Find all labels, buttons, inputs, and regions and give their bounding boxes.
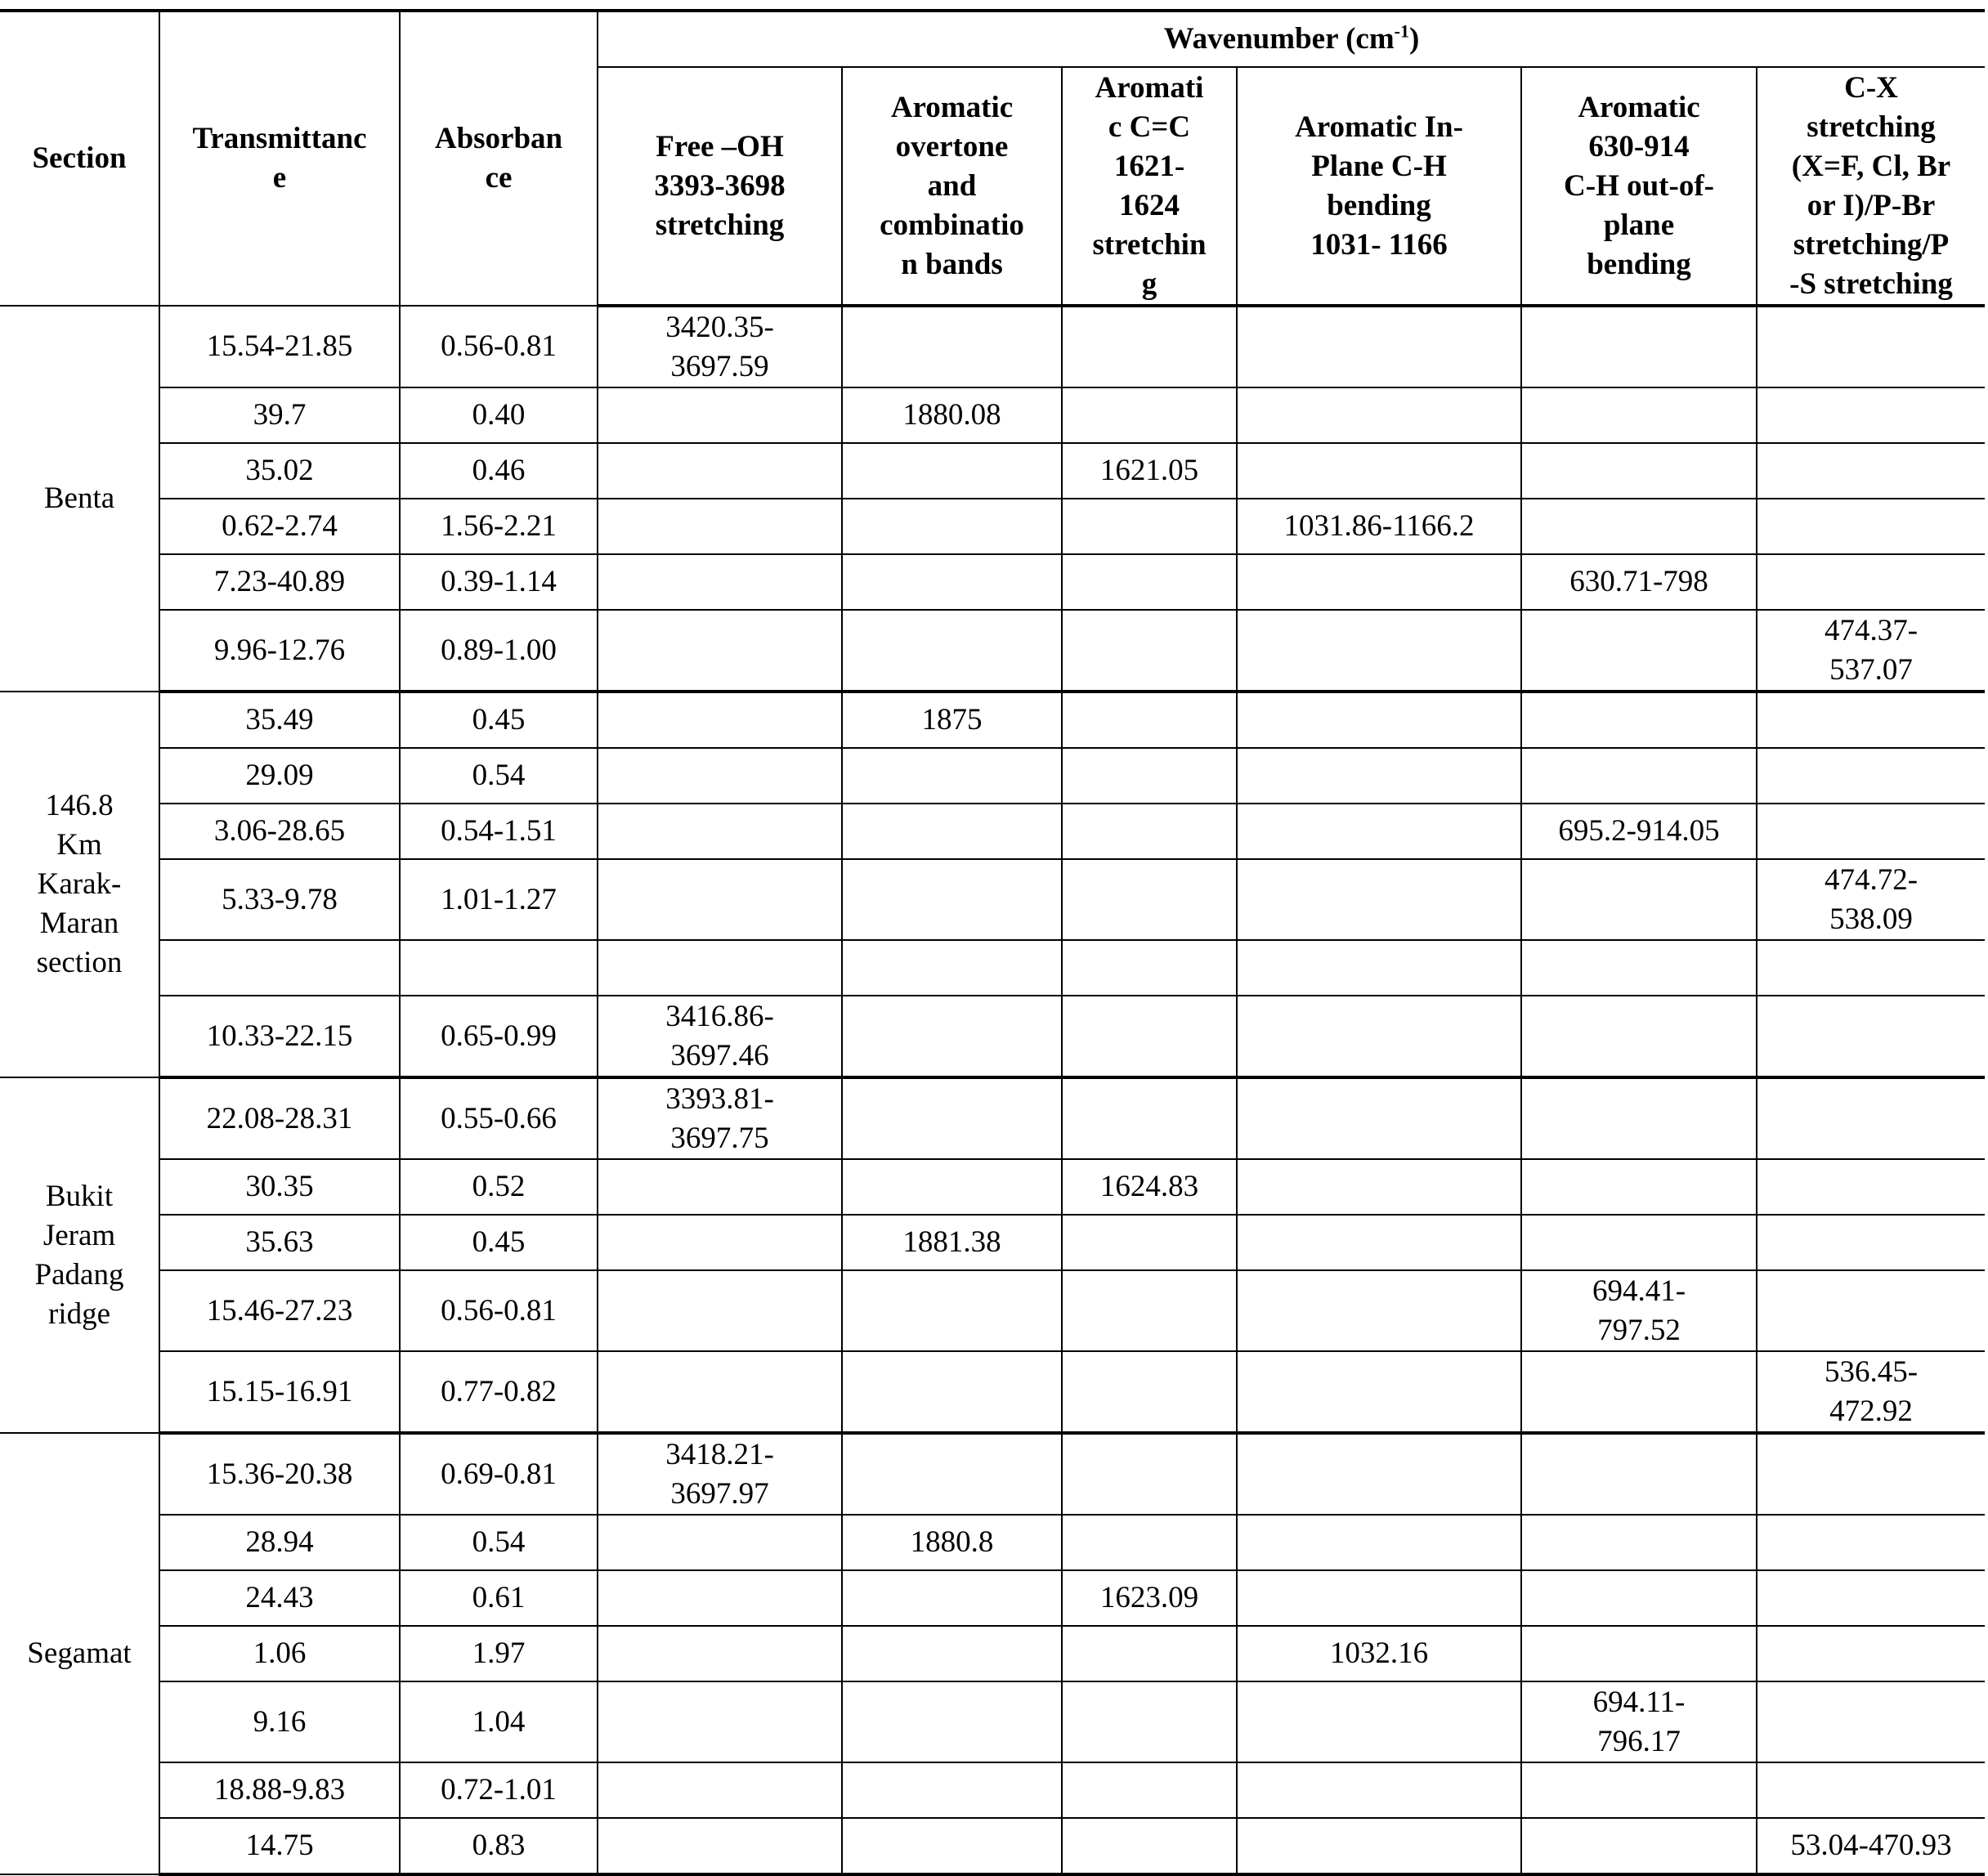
wavenumber-cell-band-0 [598,499,842,554]
wavenumber-cell-band-2: 1621.05 [1062,443,1237,499]
wavenumber-cell-band-5 [1757,1077,1985,1159]
absorbance-cell: 1.04 [400,1681,598,1762]
header-section: Section [0,11,159,306]
wavenumber-cell-band-3: 1032.16 [1237,1626,1521,1681]
wavenumber-cell-band-1 [842,1626,1062,1681]
absorbance-cell: 0.54-1.51 [400,804,598,859]
wavenumber-cell-band-4 [1521,859,1757,940]
table-row [0,1351,1985,1433]
wavenumber-cell-band-0 [598,1626,842,1681]
wavenumber-cell-band-3: 1031.86-1166.2 [1237,499,1521,554]
wavenumber-cell-band-3 [1237,996,1521,1077]
wavenumber-cell-band-3 [1237,859,1521,940]
header-band-5: C-X stretching (X=F, Cl, Br or I)/P-Br stretching/P -S stretching [1757,67,1985,306]
wavenumber-cell-band-0 [598,804,842,859]
table-row [0,692,1985,748]
wavenumber-cell-band-5 [1757,1270,1985,1351]
wavenumber-cell-band-0 [598,692,842,748]
transmittance-cell: 29.09 [159,748,400,804]
absorbance-cell: 0.65-0.99 [400,996,598,1077]
wavenumber-cell-band-5 [1757,1626,1985,1681]
wavenumber-cell-band-3 [1237,1433,1521,1515]
wavenumber-cell-band-2: 1623.09 [1062,1570,1237,1626]
absorbance-cell: 1.56-2.21 [400,499,598,554]
wavenumber-cell-band-1 [842,1818,1062,1874]
wavenumber-cell-band-3 [1237,1351,1521,1433]
transmittance-cell: 18.88-9.83 [159,1762,400,1818]
absorbance-cell: 0.40 [400,387,598,443]
absorbance-cell: 0.55-0.66 [400,1077,598,1159]
wavenumber-cell-band-2 [1062,804,1237,859]
transmittance-cell: 7.23-40.89 [159,554,400,610]
wavenumber-cell-band-1 [842,1570,1062,1626]
wavenumber-cell-band-5 [1757,387,1985,443]
wavenumber-label-end: ) [1408,22,1420,56]
wavenumber-cell-band-3 [1237,804,1521,859]
wavenumber-cell-band-2 [1062,1818,1237,1874]
absorbance-cell: 0.56-0.81 [400,1270,598,1351]
wavenumber-cell-band-0 [598,1681,842,1762]
transmittance-cell: 24.43 [159,1570,400,1626]
wavenumber-cell-band-3 [1237,554,1521,610]
wavenumber-cell-band-5 [1757,1433,1985,1515]
section-name: 146.8 Km Karak- Maran section [0,692,159,1077]
table-row [0,1077,1985,1159]
transmittance-cell: 35.02 [159,443,400,499]
header-absorbance: Absorban ce [400,11,598,306]
transmittance-cell: 35.49 [159,692,400,748]
table-row [0,1818,1985,1874]
transmittance-cell [159,940,400,996]
wavenumber-cell-band-2 [1062,940,1237,996]
wavenumber-cell-band-1 [842,306,1062,387]
absorbance-cell: 0.54 [400,1515,598,1570]
wavenumber-cell-band-1 [842,443,1062,499]
wavenumber-cell-band-4 [1521,610,1757,692]
absorbance-cell: 1.97 [400,1626,598,1681]
wavenumber-cell-band-5 [1757,1159,1985,1215]
wavenumber-cell-band-1: 1880.8 [842,1515,1062,1570]
wavenumber-cell-band-5 [1757,1570,1985,1626]
wavenumber-cell-band-3 [1237,940,1521,996]
transmittance-cell: 28.94 [159,1515,400,1570]
transmittance-cell: 0.62-2.74 [159,499,400,554]
header-band-3: Aromatic In- Plane C-H bending 1031- 1166 [1237,67,1521,306]
wavenumber-cell-band-4 [1521,499,1757,554]
wavenumber-cell-band-4 [1521,1159,1757,1215]
wavenumber-cell-band-4 [1521,1515,1757,1570]
absorbance-cell: 0.61 [400,1570,598,1626]
table-row [0,1159,1985,1215]
absorbance-cell: 0.46 [400,443,598,499]
table-row [0,1762,1985,1818]
wavenumber-cell-band-3 [1237,1215,1521,1270]
table-row [0,1681,1985,1762]
wavenumber-cell-band-5 [1757,1762,1985,1818]
wavenumber-cell-band-3 [1237,387,1521,443]
wavenumber-cell-band-1 [842,940,1062,996]
absorbance-cell: 0.39-1.14 [400,554,598,610]
wavenumber-cell-band-0 [598,387,842,443]
wavenumber-cell-band-2 [1062,610,1237,692]
table-row [0,554,1985,610]
wavenumber-cell-band-2: 1624.83 [1062,1159,1237,1215]
wavenumber-cell-band-4 [1521,387,1757,443]
table-row [0,1626,1985,1681]
wavenumber-cell-band-0 [598,1818,842,1874]
wavenumber-cell-band-4 [1521,1626,1757,1681]
wavenumber-cell-band-2 [1062,692,1237,748]
table-row [0,804,1985,859]
transmittance-cell: 15.15-16.91 [159,1351,400,1433]
wavenumber-cell-band-0 [598,1570,842,1626]
absorbance-cell [400,940,598,996]
absorbance-cell: 0.83 [400,1818,598,1874]
wavenumber-cell-band-2 [1062,996,1237,1077]
section-name: Benta [0,306,159,692]
wavenumber-cell-band-4: 694.41- 797.52 [1521,1270,1757,1351]
wavenumber-cell-band-3 [1237,610,1521,692]
wavenumber-cell-band-1 [842,1433,1062,1515]
table-row [0,1515,1985,1570]
wavenumber-cell-band-2 [1062,1515,1237,1570]
wavenumber-cell-band-1 [842,1270,1062,1351]
wavenumber-cell-band-0 [598,1515,842,1570]
wavenumber-cell-band-4 [1521,1762,1757,1818]
transmittance-cell: 30.35 [159,1159,400,1215]
transmittance-cell: 5.33-9.78 [159,859,400,940]
wavenumber-cell-band-5 [1757,554,1985,610]
wavenumber-cell-band-5 [1757,804,1985,859]
wavenumber-cell-band-3 [1237,443,1521,499]
wavenumber-cell-band-5 [1757,306,1985,387]
wavenumber-cell-band-5 [1757,940,1985,996]
wavenumber-cell-band-4 [1521,1351,1757,1433]
transmittance-cell: 15.46-27.23 [159,1270,400,1351]
wavenumber-cell-band-4 [1521,1433,1757,1515]
absorbance-cell: 0.77-0.82 [400,1351,598,1433]
table-row [0,610,1985,692]
wavenumber-cell-band-5 [1757,748,1985,804]
wavenumber-cell-band-1 [842,554,1062,610]
table-row [0,996,1985,1077]
wavenumber-cell-band-2 [1062,499,1237,554]
wavenumber-cell-band-4: 695.2-914.05 [1521,804,1757,859]
absorbance-cell: 1.01-1.27 [400,859,598,940]
transmittance-cell: 3.06-28.65 [159,804,400,859]
wavenumber-cell-band-0 [598,940,842,996]
wavenumber-cell-band-5: 53.04-470.93 [1757,1818,1985,1874]
section-name: Bukit Jeram Padang ridge [0,1077,159,1433]
wavenumber-cell-band-0 [598,748,842,804]
wavenumber-cell-band-3 [1237,1762,1521,1818]
transmittance-cell: 1.06 [159,1626,400,1681]
transmittance-cell: 10.33-22.15 [159,996,400,1077]
wavenumber-cell-band-1 [842,748,1062,804]
wavenumber-cell-band-4 [1521,443,1757,499]
wavenumber-cell-band-1 [842,1681,1062,1762]
wavenumber-cell-band-4: 694.11- 796.17 [1521,1681,1757,1762]
wavenumber-cell-band-2 [1062,1077,1237,1159]
wavenumber-cell-band-5 [1757,996,1985,1077]
transmittance-cell: 15.54-21.85 [159,306,400,387]
wavenumber-cell-band-0 [598,443,842,499]
wavenumber-cell-band-2 [1062,1270,1237,1351]
table-row [0,940,1985,996]
wavenumber-cell-band-4 [1521,996,1757,1077]
absorbance-cell: 0.56-0.81 [400,306,598,387]
wavenumber-cell-band-1 [842,1351,1062,1433]
wavenumber-cell-band-5: 536.45- 472.92 [1757,1351,1985,1433]
ftir-table [0,9,1985,1876]
wavenumber-cell-band-4: 630.71-798 [1521,554,1757,610]
wavenumber-cell-band-1: 1880.08 [842,387,1062,443]
wavenumber-cell-band-3 [1237,1159,1521,1215]
wavenumber-cell-band-5: 474.72- 538.09 [1757,859,1985,940]
wavenumber-cell-band-5 [1757,1515,1985,1570]
header-band-0: Free –OH 3393-3698 stretching [598,67,842,306]
header-band-1: Aromatic overtone and combinatio n bands [842,67,1062,306]
wavenumber-cell-band-3 [1237,1077,1521,1159]
transmittance-cell: 15.36-20.38 [159,1433,400,1515]
wavenumber-cell-band-2 [1062,1351,1237,1433]
table-row [0,306,1985,387]
absorbance-cell: 0.89-1.00 [400,610,598,692]
wavenumber-cell-band-0: 3420.35- 3697.59 [598,306,842,387]
wavenumber-cell-band-4 [1521,1077,1757,1159]
wavenumber-cell-band-4 [1521,1570,1757,1626]
wavenumber-cell-band-3 [1237,1515,1521,1570]
wavenumber-cell-band-4 [1521,1215,1757,1270]
absorbance-cell: 0.54 [400,748,598,804]
wavenumber-cell-band-3 [1237,306,1521,387]
section-name: Segamat [0,1433,159,1874]
absorbance-cell: 0.52 [400,1159,598,1215]
table-row [0,1570,1985,1626]
table-row [0,387,1985,443]
wavenumber-cell-band-4 [1521,940,1757,996]
wavenumber-cell-band-2 [1062,748,1237,804]
absorbance-cell: 0.72-1.01 [400,1762,598,1818]
wavenumber-label: Wavenumber (cm [1163,22,1395,56]
table-row [0,859,1985,940]
wavenumber-cell-band-1 [842,499,1062,554]
table-row [0,499,1985,554]
wavenumber-cell-band-5 [1757,1681,1985,1762]
table-row [0,443,1985,499]
wavenumber-cell-band-4 [1521,1818,1757,1874]
wavenumber-cell-band-3 [1237,1570,1521,1626]
transmittance-cell: 9.16 [159,1681,400,1762]
wavenumber-cell-band-0 [598,554,842,610]
wavenumber-cell-band-3 [1237,748,1521,804]
wavenumber-cell-band-2 [1062,306,1237,387]
table-row [0,1433,1985,1515]
wavenumber-cell-band-0 [598,859,842,940]
wavenumber-cell-band-0 [598,1351,842,1433]
transmittance-cell: 9.96-12.76 [159,610,400,692]
wavenumber-cell-band-5 [1757,692,1985,748]
wavenumber-cell-band-2 [1062,1433,1237,1515]
header-band-2: Aromati c C=C 1621- 1624 stretchin g [1062,67,1237,306]
wavenumber-cell-band-1 [842,1159,1062,1215]
wavenumber-cell-band-1: 1881.38 [842,1215,1062,1270]
transmittance-cell: 22.08-28.31 [159,1077,400,1159]
wavenumber-cell-band-1 [842,610,1062,692]
absorbance-cell: 0.69-0.81 [400,1433,598,1515]
wavenumber-cell-band-1 [842,859,1062,940]
absorbance-cell: 0.45 [400,1215,598,1270]
wavenumber-cell-band-2 [1062,554,1237,610]
wavenumber-cell-band-5 [1757,499,1985,554]
wavenumber-cell-band-4 [1521,692,1757,748]
wavenumber-cell-band-3 [1237,1270,1521,1351]
wavenumber-unit-exponent: -1 [1394,20,1409,42]
wavenumber-cell-band-0: 3416.86- 3697.46 [598,996,842,1077]
transmittance-cell: 35.63 [159,1215,400,1270]
wavenumber-cell-band-3 [1237,1818,1521,1874]
wavenumber-cell-band-0: 3418.21- 3697.97 [598,1433,842,1515]
table-row [0,1270,1985,1351]
wavenumber-cell-band-2 [1062,387,1237,443]
wavenumber-cell-band-0 [598,610,842,692]
wavenumber-cell-band-3 [1237,692,1521,748]
transmittance-cell: 39.7 [159,387,400,443]
wavenumber-cell-band-5 [1757,1215,1985,1270]
wavenumber-cell-band-0 [598,1159,842,1215]
wavenumber-cell-band-2 [1062,1626,1237,1681]
absorbance-cell: 0.45 [400,692,598,748]
transmittance-cell: 14.75 [159,1818,400,1874]
wavenumber-cell-band-1: 1875 [842,692,1062,748]
wavenumber-cell-band-0 [598,1762,842,1818]
header-wavenumber [598,11,1985,67]
wavenumber-cell-band-1 [842,996,1062,1077]
wavenumber-cell-band-4 [1521,306,1757,387]
wavenumber-cell-band-5: 474.37- 537.07 [1757,610,1985,692]
wavenumber-cell-band-3 [1237,1681,1521,1762]
wavenumber-cell-band-4 [1521,748,1757,804]
wavenumber-cell-band-0 [598,1270,842,1351]
wavenumber-cell-band-5 [1757,443,1985,499]
header-transmittance: Transmittanc e [159,11,400,306]
table-row [0,1215,1985,1270]
wavenumber-cell-band-1 [842,1077,1062,1159]
wavenumber-cell-band-0: 3393.81- 3697.75 [598,1077,842,1159]
wavenumber-cell-band-2 [1062,1215,1237,1270]
wavenumber-cell-band-1 [842,1762,1062,1818]
table-row [0,748,1985,804]
wavenumber-cell-band-2 [1062,1681,1237,1762]
header-band-4: Aromatic 630-914 C-H out-of- plane bending [1521,67,1757,306]
wavenumber-cell-band-0 [598,1215,842,1270]
wavenumber-cell-band-1 [842,804,1062,859]
wavenumber-cell-band-2 [1062,859,1237,940]
wavenumber-cell-band-2 [1062,1762,1237,1818]
